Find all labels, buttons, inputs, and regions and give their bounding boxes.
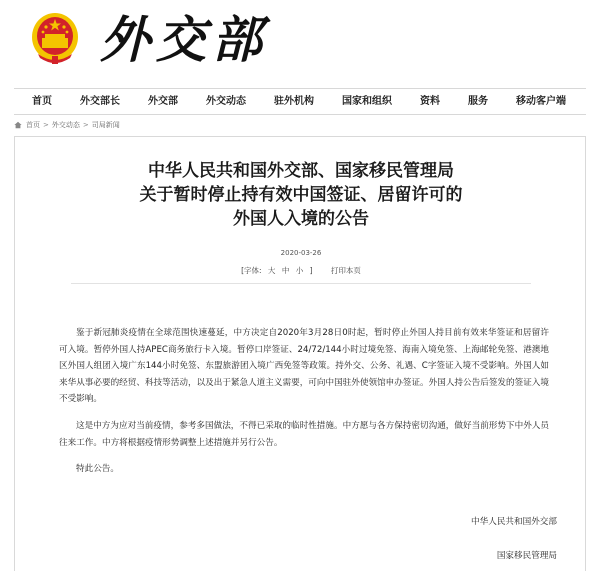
article-title-line: 中华人民共和国外交部、国家移民管理局 [148,161,454,181]
nav-item-missions[interactable]: 驻外机构 [274,96,314,107]
home-icon [14,121,22,129]
breadcrumb-separator: > [43,121,49,129]
divider [71,283,531,284]
site-logo-text[interactable]: 外交部 [100,10,268,69]
breadcrumb-home[interactable]: 首页 [26,121,40,129]
article-title-line: 外国人入境的公告 [233,209,369,229]
article-container [14,136,586,571]
site-header [0,0,600,86]
font-size-label: [字体: [241,266,262,275]
nav-item-mobile[interactable]: 移动客户端 [516,96,566,107]
font-size-small-button[interactable]: 小 [295,266,304,275]
article-paragraph: 这是中方为应对当前疫情，参考多国做法，不得已采取的临时性措施。中方愿与各方保持密切沟通，做好当前形势下中外人员往来工作。中方将根据疫情形势调整上述措施并另行公告。 [59,420,549,448]
nav-item-home[interactable]: 首页 [32,96,52,107]
article-paragraph: 特此公告。 [76,464,119,475]
main-nav [14,88,586,115]
breadcrumb-department-news[interactable]: 司局新闻 [91,121,120,129]
breadcrumb [14,118,120,132]
print-page-link[interactable]: 打印本页 [330,266,361,275]
nav-item-minister[interactable]: 外交部长 [80,96,120,107]
signature-mfa: 中华人民共和国外交部 [471,517,557,527]
breadcrumb-separator: > [82,121,89,129]
article-paragraph: 鉴于新冠肺炎疫情在全球范围快速蔓延，中方决定自2020年3月28日0时起，暂时停止外国人持目前有效来华签证和居留许可入境。暂停外国人持APEC商务旅行卡入境。暂停口岸签证、24/72/144小时过境免签、海南入境免签、上海邮轮免签、港澳地区外国人组团入境广东144小时免签、东盟旅游团入境广西免签等政策。持外交、公务、礼遇、C字签证入境不受影响。外国人如来华从事必要的经贸、科技等活动，以及出于紧急人道主义需要，可向中国驻外使领馆申办签证。外国人持公告后签发的签证入境不受影响。 [59,328,549,405]
breadcrumb-news[interactable]: 外交动态 [51,121,80,129]
nav-item-ministry[interactable]: 外交部 [148,96,178,107]
article-title-line: 关于暂时停止持有效中国签证、居留许可的 [139,185,463,205]
signature-nia: 国家移民管理局 [496,551,557,561]
font-size-label-close: ] [309,266,313,275]
nav-item-countries[interactable]: 国家和组织 [342,96,392,107]
article-tools [15,265,587,276]
font-size-medium-button[interactable]: 中 [281,266,290,275]
national-emblem-icon [30,10,80,66]
nav-item-news[interactable]: 外交动态 [206,96,246,107]
nav-item-resources[interactable]: 资料 [420,96,440,107]
article-body [59,325,549,488]
article-date: 2020-03-26 [280,249,322,257]
font-size-large-button[interactable]: 大 [267,266,276,275]
nav-item-services[interactable]: 服务 [468,96,488,107]
article-title [15,159,587,231]
